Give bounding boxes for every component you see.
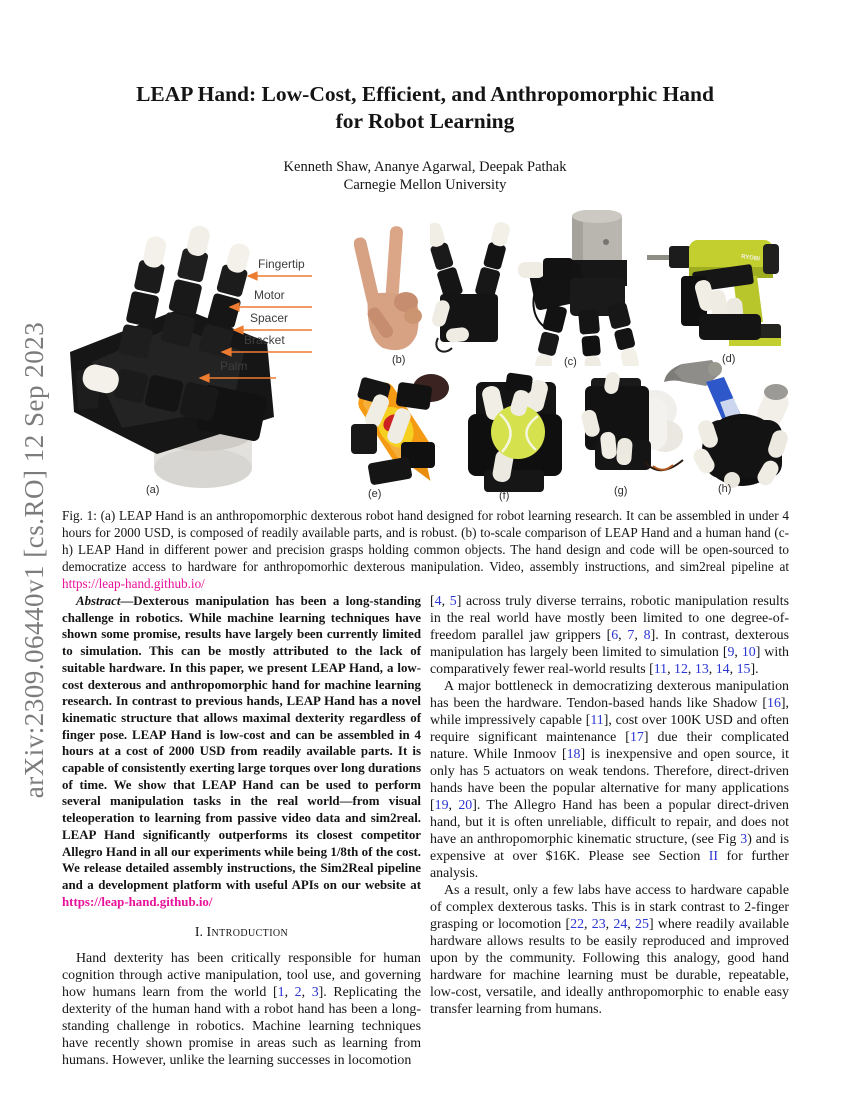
citation-link[interactable]: 13 (694, 662, 709, 677)
figure-1 (62, 210, 789, 506)
text-segment: , (667, 662, 675, 677)
text-segment: [ (430, 594, 435, 609)
intro-paragraph-1 (62, 950, 421, 1069)
column2-paragraph-3 (430, 882, 789, 1018)
citation-link[interactable]: 5 (449, 594, 457, 609)
text-segment: ] across truly diverse terrains, robotic manipulation results in the real world have mostly been limited to one degree-of-freedom parallel jaw grippers [ (430, 594, 790, 643)
citation-link[interactable]: 19 (434, 798, 449, 813)
citation-link[interactable]: 23 (591, 917, 606, 932)
citation-link[interactable]: 14 (715, 662, 730, 677)
text-segment: Abstract (76, 594, 121, 608)
citation-link[interactable]: 22 (570, 917, 585, 932)
abstract-paragraph (62, 593, 421, 910)
citation-link[interactable]: 8 (643, 628, 651, 643)
robot-hand-grasp (580, 371, 651, 470)
text-segment: ]. The Allegro Hand has been a popular direct-driven hand, but it is often unreliable, difficult to repair, and does not have an anthropomorphic kinematic structure, (see Fig (430, 798, 789, 847)
citation-link[interactable]: 6 (611, 628, 619, 643)
right-column (430, 593, 789, 1018)
callout-motor: Motor (254, 288, 285, 302)
text-segment: , (634, 628, 644, 643)
panel-label-h: (h) (718, 483, 732, 495)
citation-link[interactable]: 4 (434, 594, 442, 609)
citation-link[interactable]: 12 (674, 662, 688, 677)
citation-link[interactable]: 16 (767, 696, 781, 711)
callout-fingertip: Fingertip (258, 257, 305, 271)
text-segment: , (729, 662, 737, 677)
text-segment: ]. Replicating the dexterity of the human hand with a robot hand has been a long-standing challenge in robotics. Machine learning techniques have recently shown promise in areas such as learning from humans. However, unlike the learning successes in locomotion (62, 985, 421, 1069)
text-segment: As a result, only a few labs have access to hardware capable of complex dexterous tasks. This is in stark contrast to 2-finger grasping or locomotion [ (430, 883, 789, 932)
text-segment: , (301, 985, 312, 1001)
text-segment: ], cost over 100K USD and often require significant maintenance [ (430, 713, 789, 745)
panel-label-b: (b) (392, 354, 406, 366)
citation-link[interactable]: 18 (566, 747, 581, 762)
text-segment: ]. In contrast, dexterous manipulation has largely been limited to simulation [ (430, 628, 789, 660)
paper-title-line1: LEAP Hand: Low-Cost, Efficient, and Anthropomorphic Hand (136, 82, 714, 106)
url-link[interactable]: https://leap-hand.github.io/ (62, 576, 205, 591)
text-segment: ] due their complicated nature. While Inmoov [ (430, 730, 789, 762)
panel-e-grasp-bottle (339, 366, 451, 494)
paper-title (0, 81, 850, 135)
drill-brand-text: RYOBI (740, 254, 761, 263)
text-segment: ] is inexpensive and open source, it only has 5 actuators on weak tendons. Therefore, direct-driven hands have been the popular alternative for many applications [ (430, 747, 789, 813)
panel-a-leap-hand-labeled (62, 212, 360, 490)
text-segment: , (734, 645, 742, 660)
robot-fist (691, 384, 789, 488)
citation-link[interactable]: 3 (311, 985, 319, 1001)
panel-label-a: (a) (146, 484, 160, 496)
citation-link[interactable]: 20 (458, 798, 473, 813)
column2-paragraph-1 (430, 593, 789, 678)
text-segment: , (708, 662, 716, 677)
callout-bracket: Bracket (244, 333, 285, 347)
text-segment: , (618, 628, 628, 643)
panel-f-grasp-tennis-ball (454, 366, 576, 498)
url-link[interactable]: https://leap-hand.github.io/ (62, 894, 213, 909)
section-number: I. (194, 925, 203, 941)
panel-d-robot-hand-drill (645, 218, 789, 358)
figure-1-caption (62, 507, 789, 592)
citation-link[interactable]: 17 (629, 730, 644, 745)
paper-title-line2: for Robot Learning (335, 109, 515, 133)
text-segment: , (687, 662, 695, 677)
panel-label-g: (g) (614, 485, 628, 497)
text-segment: , (584, 917, 592, 932)
panel-label-e: (e) (368, 488, 382, 500)
panel-label-d: (d) (722, 353, 736, 365)
citation-link[interactable]: 10 (741, 645, 756, 660)
callout-palm: Palm (220, 359, 248, 373)
text-segment: , (605, 917, 614, 932)
text-segment: , (284, 985, 295, 1001)
text-segment: ]. (750, 662, 759, 677)
text-segment: , (448, 798, 459, 813)
citation-link[interactable]: 15 (736, 662, 751, 677)
affiliation-line: Carnegie Mellon University (343, 177, 507, 193)
text-segment: ] with comparatively fewer real-world results [ (430, 645, 790, 677)
text-segment: , (441, 594, 450, 609)
left-column (62, 593, 421, 1069)
citation-link[interactable]: 11 (590, 713, 604, 728)
text-segment: for further analysis. (430, 849, 789, 881)
citation-link[interactable]: 24 (613, 917, 628, 932)
section-heading-introduction (62, 925, 421, 941)
robot-hand-hanging (518, 258, 642, 366)
citation-link[interactable]: II (708, 849, 719, 864)
panel-label-f: (f) (499, 490, 510, 502)
human-hand-peace-sign (354, 226, 422, 350)
robot-hand-peace-sign (430, 220, 510, 352)
mount-cylinder (572, 210, 622, 264)
citation-link[interactable]: 9 (727, 645, 735, 660)
citation-link[interactable]: 3 (740, 832, 748, 847)
panel-label-c: (c) (564, 356, 577, 368)
text-segment: Hand dexterity has been critically responsible for human cognition through active manipulation, tool use, and governing how humans learn from the world [ (62, 951, 421, 1001)
author-line: Kenneth Shaw, Ananye Agarwal, Deepak Pathak (283, 159, 567, 175)
citation-link[interactable]: 11 (653, 662, 668, 677)
text-segment: —Dexterous manipulation has been a long-standing challenge in robotics. While machine learning techniques have shown some promise, results have largely been currently limited to simulation. This can be mostly attributed to the lack of suitable hardware. In this paper, we present LEAP Hand, a low-cost dexterous and anthropomorphic hand for machine learning research. In contrast to previous hands, LEAP Hand has a novel kinematic structure that allows maximal dexterity regardless of finger pose. LEAP Hand is low-cost and can be assembled in 4 hours at a cost of 2000 USD from readily available parts. It is capable of consistently exerting large torques over long durations of time. We show that LEAP Hand can be used to perform several manipulation tasks in the real world—from visual teleoperation to learning from passive video data and sim2real. LEAP Hand significantly outperforms its closest competitor Allegro Hand in all our experiments while being 1/8th of the cost. We release detailed assembly instructions, the Sim2Real pipeline and a development platform with useful APIs on our website at (62, 594, 421, 892)
text-segment: ], while impressively capable [ (430, 696, 789, 728)
text-segment: ] where readily available hardware allows results to be easily reproduced and improved upon by the community. Following this analogy, good hand hardware for machine learning must be durable, repeatable, low-cost, versatile, and ideally anthropomorphic to enable easy transfer learning from humans. (430, 917, 789, 1017)
text-segment: Fig. 1: (a) LEAP Hand is an anthropomorphic dexterous robot hand designed for robot learning research. It can be assembled in under 4 hours for 2000 USD, is composed of readily available parts, and is robust. (b) to-scale comparison of LEAP Hand and a human hand (c-h) LEAP Hand in different power and precision grasps holding common objects. The hand design and code will be open-sourced to democratize access to hardware for anthropomorhic dexterous manipulation. Video, assembly instructions, and sim2real pipeline at (62, 508, 789, 574)
panel-h-grasp-hammer (654, 358, 789, 488)
text-segment: ) and is expensive at over $16K. Please see Section (430, 832, 789, 864)
panel-b-robot-hand (430, 216, 510, 360)
citation-link[interactable]: 2 (294, 985, 302, 1001)
panel-c-robot-hand-mounted (510, 210, 645, 366)
arxiv-watermark: arXiv:2309.06440v1 [cs.RO] 12 Sep 2023 (19, 321, 49, 799)
panel-b-human-hand (354, 220, 430, 360)
citation-link[interactable]: 1 (277, 985, 285, 1001)
citation-link[interactable]: 7 (627, 628, 635, 643)
text-segment: , (627, 917, 636, 932)
text-segment: A major bottleneck in democratizing dexterous manipulation has been the hardware. Tendon-based hands like Shadow [ (430, 679, 789, 711)
citation-link[interactable]: 25 (635, 917, 649, 932)
column2-paragraph-2 (430, 678, 789, 882)
section-title: Introduction (206, 925, 289, 941)
callout-spacer: Spacer (250, 311, 289, 325)
